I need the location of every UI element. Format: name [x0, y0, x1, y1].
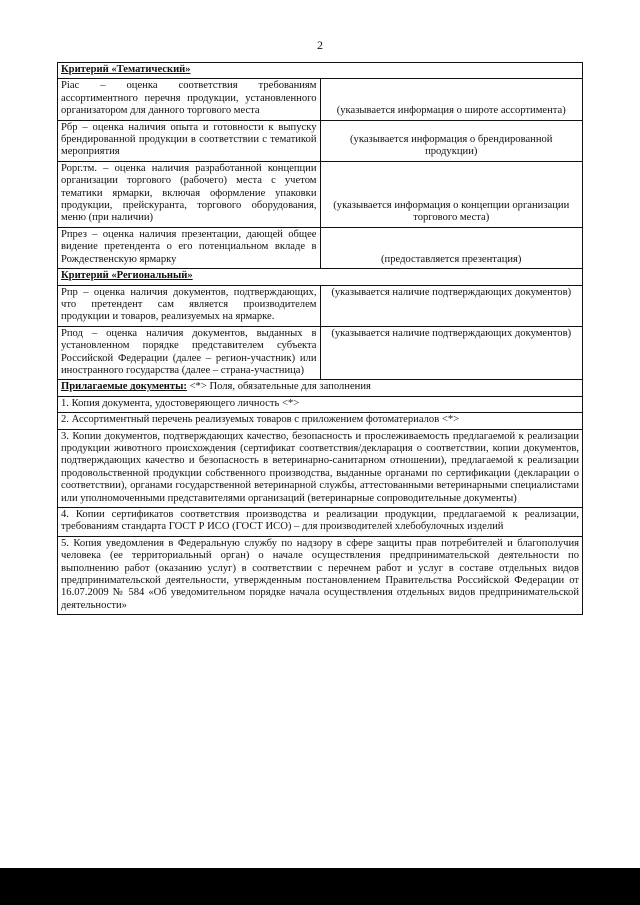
criterion-producer-note: (указывается наличие подтверждающих документов)	[320, 285, 583, 326]
page-number: 2	[317, 38, 323, 52]
criterion-concept-note: (указывается информация о концепции организации торгового места)	[320, 161, 583, 227]
table-row	[58, 161, 583, 227]
criterion-assortment: Pіас – оценка соответствия требованиям ассортиментного перечня продукции, установленного организатором для данного торгового места	[58, 79, 321, 120]
attachments-header	[58, 380, 583, 396]
attachments-required-note: <*> Поля, обязательные для заполнения	[186, 381, 371, 393]
attachment-3: 3. Копии документов, подтверждающих качество, безопасность и прослеживаемость предлагаемой к реализации продукции животного происхождения (сертификат соответствия/декларация о соответствии, копии документов, подтверждающих качество и безопасность в ветеринарно-санитарном отношении), предлагаемой к реализации продовольственной продукции собственного производства, выданные органами по сертификации (декларации о соответствии), органами государственной ветеринарной службы, аттестованными ветеринарными специалистами или уполномоченными представителями организаций (ветеринарные сопроводительные документы)	[58, 429, 583, 507]
attachment-4: 4. Копии сертификатов соответствия производства и реализации продукции, предлагаемой к реализации, требованиям стандарта ГОСТ Р ИСО (ГОСТ ИСО) – для производителей хлебобулочных изделий	[58, 508, 583, 537]
regional-header-row	[58, 269, 583, 285]
list-item	[58, 413, 583, 429]
criterion-presentation-note: (предоставляется презентация)	[320, 227, 583, 268]
criterion-concept: Рорг.тм. – оценка наличия разработанной концепции организации торгового (рабочего) места с учетом тематики ярмарки, включая оформление упаковки продукции, прейскуранта, торгового оборудования, меню (при наличии)	[58, 161, 321, 227]
criterion-brand-note: (указывается информация о брендированной продукции)	[320, 120, 583, 161]
table-row	[58, 326, 583, 380]
criteria-table	[57, 62, 583, 615]
table-row	[58, 227, 583, 268]
attachments-header-row	[58, 380, 583, 396]
thematic-header-row	[58, 63, 583, 79]
criterion-region: Рпод – оценка наличия документов, выданных в установленном порядке представителем субъекта Российской Федерации (далее – регион-участник) или иностранного государства (далее – страна-участница)	[58, 326, 321, 380]
criterion-producer: Рпр – оценка наличия документов, подтверждающих, что претендент сам является производителем продукции и товаров, реализуемых на ярмарке.	[58, 285, 321, 326]
criterion-assortment-note: (указывается информация о широте ассортимента)	[320, 79, 583, 120]
attachment-5: 5. Копия уведомления в Федеральную службу по надзору в сфере защиты прав потребителей и благополучия человека (ее территориальный орган) о начале осуществления предпринимательской деятельности по выполнению работ (оказанию услуг) в соответствии с перечнем работ и услуг в составе отдельных видов предпринимательской деятельности, утвержденным постановлением Правительства Российской Федерации от 16.07.2009 № 584 «Об уведомительном порядке начала осуществления отдельных видов предпринимательской деятельности»	[58, 536, 583, 614]
regional-header: Критерий «Региональный»	[58, 269, 583, 285]
criteria-form	[57, 62, 583, 615]
list-item	[58, 536, 583, 614]
attachment-2: 2. Ассортиментный перечень реализуемых товаров с приложением фотоматериалов <*>	[58, 413, 583, 429]
list-item	[58, 396, 583, 412]
table-row	[58, 79, 583, 120]
attachments-title: Прилагаемые документы:	[61, 381, 187, 393]
list-item	[58, 508, 583, 537]
criterion-region-note: (указывается наличие подтверждающих документов)	[320, 326, 583, 380]
list-item	[58, 429, 583, 507]
scan-bottom-edge	[0, 868, 640, 905]
criterion-brand: Рбр – оценка наличия опыта и готовности к выпуску брендированной продукции в соответствии с тематикой мероприятия	[58, 120, 321, 161]
attachment-1: 1. Копия документа, удостоверяющего личность <*>	[58, 396, 583, 412]
thematic-header: Критерий «Тематический»	[58, 63, 583, 79]
table-row	[58, 285, 583, 326]
table-row	[58, 120, 583, 161]
criterion-presentation: Рпрез – оценка наличия презентации, дающей общее видение претендента о его потенциальном вкладе в Рождественскую ярмарку	[58, 227, 321, 268]
